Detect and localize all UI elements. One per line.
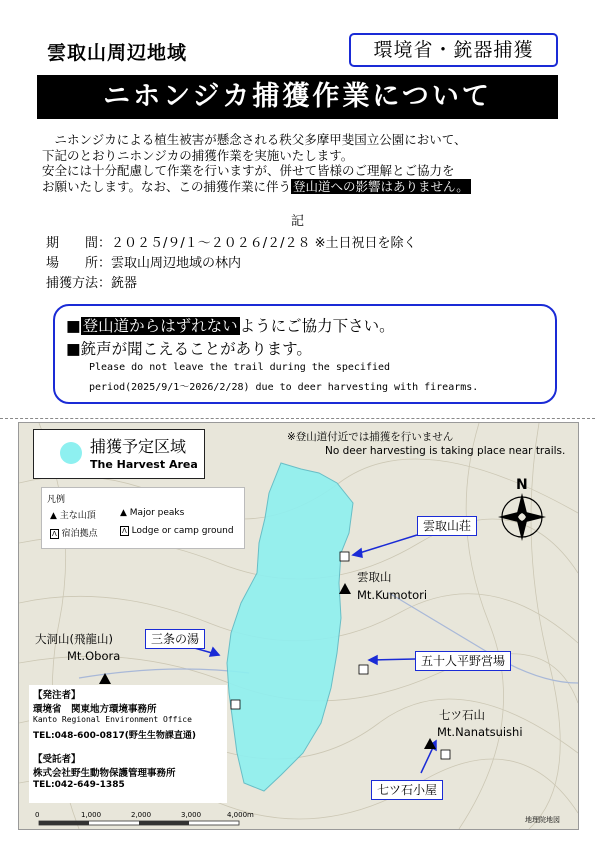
peak-icon: ▲ [120,508,127,518]
map-credit: 地理院地図 [525,816,560,824]
place-value: 雲取山周辺地域の林内 [111,256,242,271]
legend-lodge-row [50,526,98,539]
peak-kumotori-en: Mt.Kumotori [357,588,428,602]
north-label: N [516,477,528,493]
no-trail-notice-en: No deer harvesting is taking place near trails. [325,445,566,457]
callout-nanatsuishi-hut: 七ツ石小屋 [371,780,443,800]
legend-peak-jp: 主な山頂 [59,511,96,521]
orderer-name: 環境省 関東地方環境事務所 [33,704,157,715]
notice-english-2: period(2025/9/1～2026/2/28) due to deer harvesting with firearms. [89,382,479,393]
lodge-icon: Λ [122,527,127,535]
legend-peak-row [50,508,96,521]
intro-text: お願いたします。なお、この捕獲作業に伴う [42,178,292,194]
method-row [46,276,137,292]
legend-lodge-en-row [120,526,234,536]
contractor-label: 【受託者】 [33,754,81,765]
lodge-kumotori-sanso-icon [340,552,349,561]
orderer-label: 【発注者】 [33,690,81,701]
peak-nanatsuishi-label: 七ツ石山 [439,708,485,722]
intro-line [42,179,562,195]
region-title: 雲取山周辺地域 [47,42,188,64]
contacts-box [29,685,227,803]
intro-line: 安全には十分配慮して作業を行いますが、併せて皆様のご理解とご協力を [42,163,455,178]
notice-english-1: Please do not leave the trail during the specified [89,362,391,373]
notice-text: ようにご協力下さい。 [239,317,395,335]
peak-obora-label: 大洞山(飛龍山) [35,632,113,646]
harvest-area-title-en: The Harvest Area [90,458,198,471]
notice-line-1 [66,314,395,336]
ki-heading: 記 [290,214,304,229]
lodge-nanatsuishi-icon [441,750,450,759]
legend-peak-en: Major peaks [129,508,185,518]
period-label: 期 間： [46,236,112,251]
trail-impact-highlight: 登山道への影響はありません。 [293,178,469,194]
harvest-area-title: 捕獲予定区域 [90,437,187,456]
callout-isojin: 五十人平野営場 [415,651,511,671]
ministry-badge: 環境省・銃器捕獲 [349,33,558,67]
contractor-name: 株式会社野生動物保護管理事務所 [33,768,176,779]
section-divider [0,418,595,419]
intro-line: 下記のとおりニホンジカの捕獲作業を実施いたします。 [42,147,354,163]
peak-icon: ▲ [50,511,57,521]
scale-label: 4,000m [227,811,254,819]
callout-sanjo: 三条の湯 [145,629,205,649]
scale-label: 2,000 [131,811,152,819]
legend-lodge-en: Lodge or camp ground [131,526,234,536]
place-label: 場 所： [46,256,112,271]
orderer-tel: TEL:048-600-0817(野生生物課直通) [33,731,196,741]
method-label: 捕獲方法： [46,276,112,291]
scale-bar [39,821,239,825]
period-value: ２０２５/９/１～２０２６/２/２８ ※土日祝日を除く [111,236,417,251]
intro-paragraph [42,132,562,194]
contractor-tel: TEL:042-649-1385 [33,780,125,790]
stay-on-trail-highlight: 登山道からはずれない [82,317,238,335]
scale-label: 0 [35,811,40,819]
scale-label: 1,000 [81,811,102,819]
peak-obora-en: Mt.Obora [67,649,121,663]
period-row [46,236,417,252]
bullet: ■ [66,317,81,335]
symbol-legend [41,487,245,549]
harvest-area-map [18,422,579,830]
harvest-area-swatch [60,442,82,464]
orderer-name-en: Kanto Regional Environment Office [33,715,192,724]
lodge-icon: Λ [52,530,57,538]
peak-kumotori-label: 雲取山 [357,570,392,584]
scale-label: 3,000 [181,811,202,819]
no-trail-notice-jp: ※登山道付近では捕獲を行いません [287,431,454,443]
legend-lodge-jp: 宿泊拠点 [61,529,98,539]
callout-kumotori-sanso: 雲取山荘 [417,516,477,536]
lodge-sanjo-icon [231,700,240,709]
notice-line-2: ■銃声が聞こえることがあります。 [66,340,312,358]
intro-line: ニホンジカによる植生被害が懸念される秩父多摩甲斐国立公園において、 [54,132,467,147]
method-value: 銃器 [111,276,138,291]
legend-title: 凡例 [47,495,66,505]
place-row [46,256,241,272]
legend-peak-en-row [120,508,184,518]
main-title-banner: ニホンジカ捕獲作業について [37,75,558,119]
harvest-area-key [33,429,205,479]
peak-nanatsuishi-en: Mt.Nanatsuishi [437,725,523,739]
lodge-isojin-icon [359,665,368,674]
